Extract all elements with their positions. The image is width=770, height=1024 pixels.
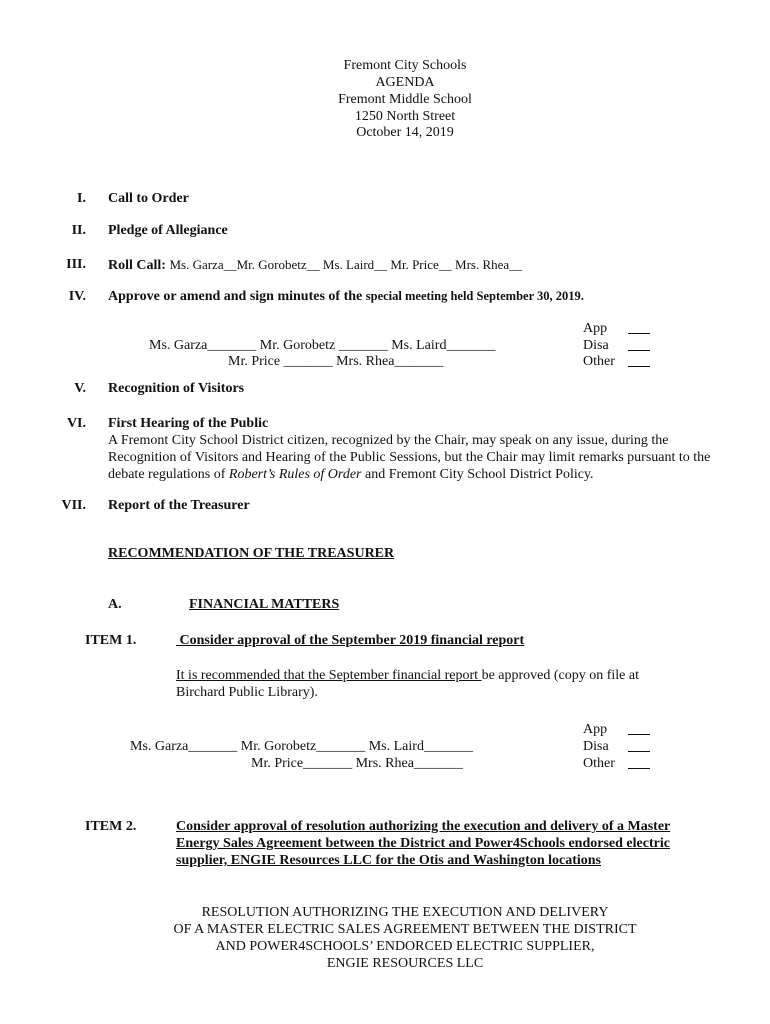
resolution-title-line-1: RESOLUTION AUTHORIZING THE EXECUTION AND DELIVERY: [201, 905, 609, 920]
item-title: Call to Order: [108, 191, 189, 206]
item-title: Recognition of Visitors: [108, 381, 245, 396]
meeting-location: Fremont Middle School: [338, 92, 472, 107]
vote-other-label: Other: [583, 354, 615, 369]
vote-other-blank: [628, 755, 650, 769]
vote-approve-label: App: [583, 321, 608, 336]
item-label: ITEM 1.: [85, 633, 137, 648]
recommendation-underlined: It is recommended that the September financial report: [176, 668, 482, 683]
item-title: Pledge of Allegiance: [108, 223, 228, 238]
vote-disapprove-label: Disa: [583, 338, 609, 353]
hearing-italic-text: Robert’s Rules of Order: [228, 467, 362, 482]
section-letter: A.: [108, 597, 122, 612]
vote-disapprove-label: Disa: [583, 739, 609, 754]
hearing-text-end: and Fremont City School District Policy.: [361, 467, 594, 482]
vote-names-line-2: Mr. Price _______ Mrs. Rhea_______: [228, 354, 444, 369]
resolution-title-line-4: ENGIE RESOURCES LLC: [326, 956, 484, 971]
vote-approve-blank: [628, 721, 650, 735]
vote-approve-blank: [628, 320, 650, 334]
resolution-title-line-3: AND POWER4SCHOOLS’ ENDORCED ELECTRIC SUPPLIER,: [215, 939, 595, 954]
item-title: Approve or amend and sign minutes of the: [108, 289, 363, 304]
vote-names-line-1: Ms. Garza_______ Mr. Gorobetz_______ Ms. Laird_______: [130, 739, 473, 754]
item-label: ITEM 2.: [85, 819, 137, 834]
recommendation-heading: RECOMMENDATION OF THE TREASURER: [108, 546, 395, 561]
item-1-recommendation-line-2: Birchard Public Library).: [176, 685, 318, 700]
item-number: IV.: [68, 289, 86, 304]
minutes-detail: special meeting held September 30, 2019.: [365, 289, 584, 303]
hearing-text: A Fremont City School District citizen, recognized by the Chair, may speak on any issue, during the Recognition of Visitors and Hearing of the Public Sessions, but the Chair may limit remarks pursuant to the debate regulations of: [108, 433, 711, 482]
item-2-title-line-1: Consider approval of resolution authorizing the execution and delivery of a Master: [176, 819, 671, 834]
vote-names-line-2: Mr. Price_______ Mrs. Rhea_______: [251, 756, 463, 771]
document-title: AGENDA: [375, 75, 435, 90]
recommendation-text: be approved (copy on file at: [481, 668, 640, 683]
item-number: II.: [71, 223, 86, 238]
vote-disapprove-blank: [628, 337, 650, 351]
resolution-title-line-2: OF A MASTER ELECTRIC SALES AGREEMENT BETWEEN THE DISTRICT: [173, 922, 637, 937]
meeting-address: 1250 North Street: [354, 109, 456, 124]
meeting-date: October 14, 2019: [356, 125, 454, 140]
item-title: First Hearing of the Public: [108, 416, 269, 431]
item-number: VII.: [61, 498, 86, 513]
vote-other-label: Other: [583, 756, 615, 771]
district-name: Fremont City Schools: [343, 58, 467, 73]
item-number: III.: [66, 257, 86, 272]
item-number: I.: [77, 191, 86, 206]
vote-disapprove-blank: [628, 738, 650, 752]
vote-other-blank: [628, 353, 650, 367]
item-number: VI.: [66, 416, 86, 431]
item-1-title-text: Consider approval of the September 2019 financial report: [179, 633, 525, 648]
item-title: Roll Call:: [108, 258, 166, 273]
vote-names-line-1: Ms. Garza_______ Mr. Gorobetz _______ Ms. Laird_______: [149, 338, 496, 353]
item-title: Report of the Treasurer: [108, 498, 250, 513]
item-2-title-line-2: Energy Sales Agreement between the District and Power4Schools endorsed electric: [176, 836, 670, 851]
vote-approve-label: App: [583, 722, 608, 737]
roll-call-line: [108, 256, 522, 274]
item-2-title-line-3: supplier, ENGIE Resources LLC for the Otis and Washington locations: [176, 853, 602, 868]
item-1-title: [176, 632, 524, 649]
public-hearing-paragraph: [108, 432, 738, 483]
minutes-line: [108, 288, 584, 305]
item-1-recommendation: [176, 667, 639, 684]
roll-call-names: Ms. Garza__Mr. Gorobetz__ Ms. Laird__ Mr. Price__ Mrs. Rhea__: [169, 257, 523, 272]
item-number: V.: [74, 381, 86, 396]
section-title: FINANCIAL MATTERS: [189, 597, 340, 612]
